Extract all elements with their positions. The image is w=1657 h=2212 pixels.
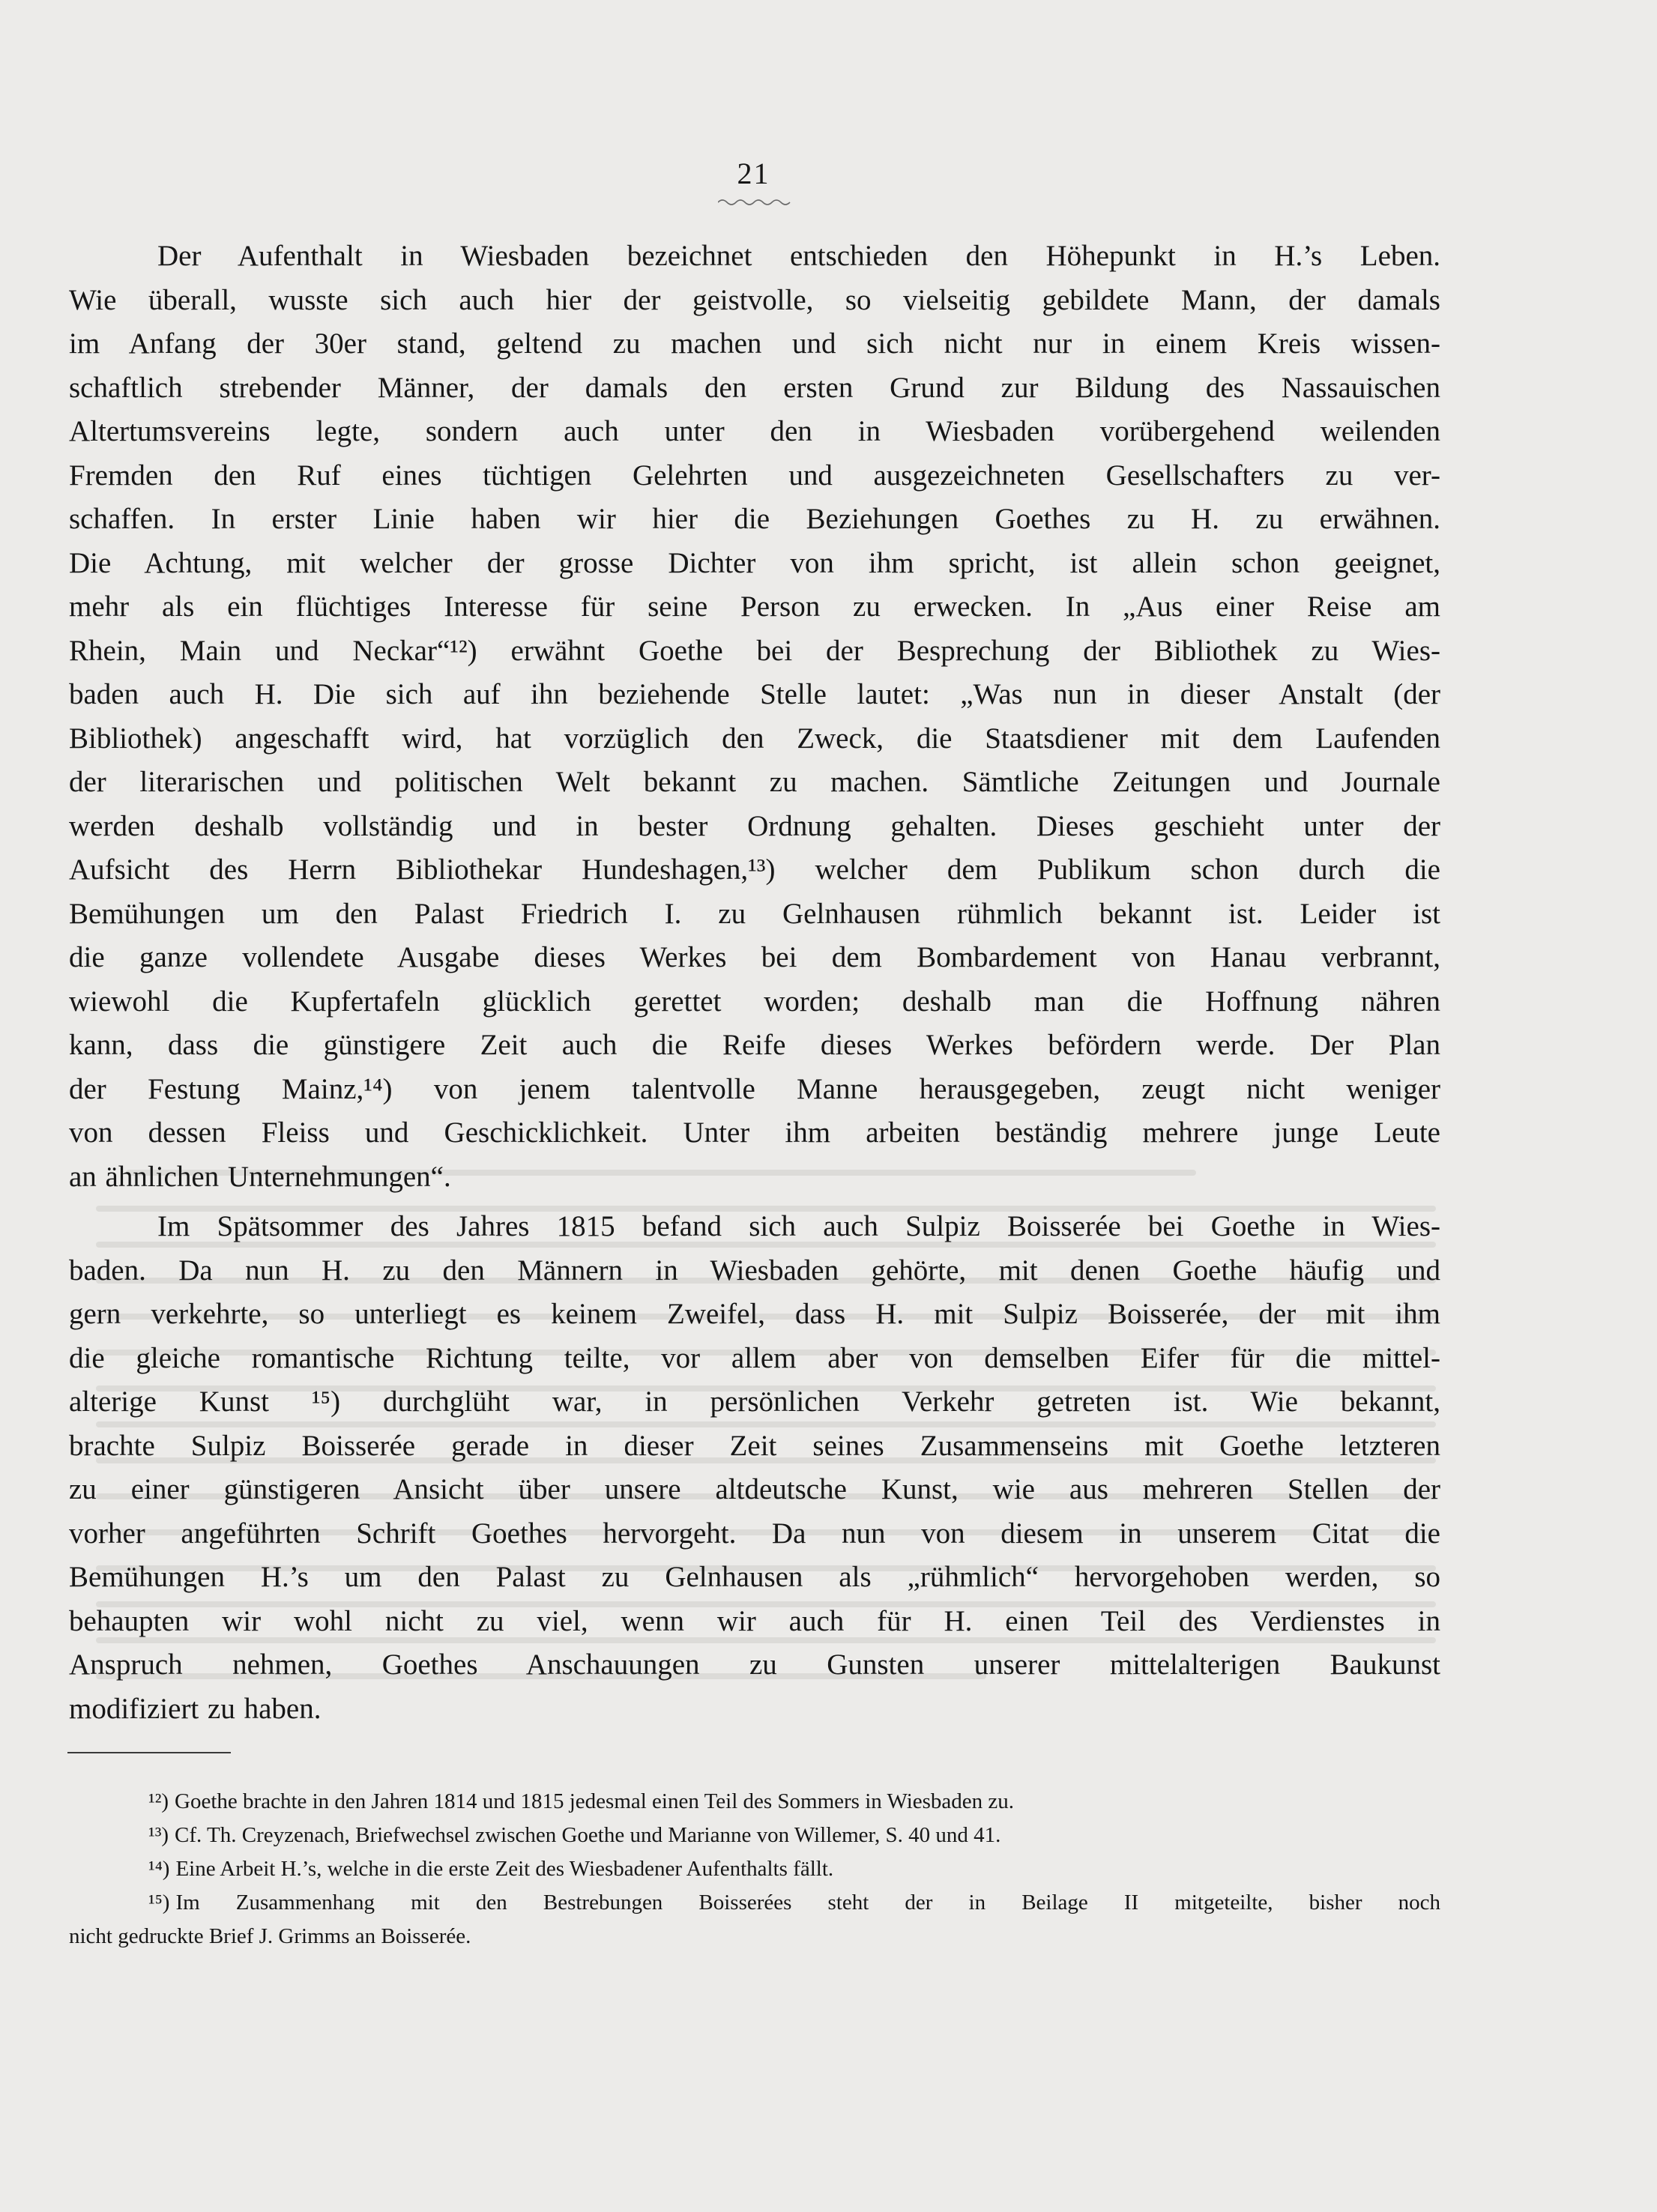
footnote-line (69, 1886, 1440, 1920)
text-line: Der Aufenthalt in Wiesbaden bezeichnet entschieden den Höhepunkt in H.’s Leben. (157, 240, 1440, 272)
text-line: baden auch H. Die sich auf ihn beziehende Stelle lautet: „Was nun in dieser Anstalt (der (69, 678, 1440, 710)
text-line: baden. Da nun H. zu den Männern in Wiesbaden gehörte, mit denen Goethe häufig und (69, 1254, 1440, 1287)
footnote-14 (69, 1852, 1440, 1886)
text-line: Aufsicht des Herrn Bibliothekar Hundeshagen,¹³) welcher dem Publikum schon durch die (69, 853, 1440, 886)
text-line: zu einer günstigeren Ansicht über unsere altdeutsche Kunst, wie aus mehreren Stellen der (69, 1473, 1440, 1505)
footnote-line: nicht gedruckte Brief J. Grimms an Boisserée. (69, 1924, 471, 1948)
footnote-line (69, 1852, 1440, 1886)
footnote-text: Eine Arbeit H.’s, welche in die erste Zeit des Wiesbadener Aufenthalts fällt. (175, 1857, 834, 1881)
text-line: werden deshalb vollständig und in bester Ordnung gehalten. Dieses geschieht unter der (69, 809, 1440, 842)
footnote-15 (69, 1886, 1440, 1953)
text-line: schaffen. In erster Linie haben wir hier die Beziehungen Goethes zu H. zu erwähnen. (69, 503, 1440, 535)
footnote-line (69, 1785, 1440, 1819)
text-line: Bemühungen um den Palast Friedrich I. zu Gelnhausen rühmlich bekannt ist. Leider ist (69, 897, 1440, 930)
footnote-marker: ¹⁴) (148, 1857, 170, 1881)
page-number-ornament (718, 198, 793, 207)
text-line: Bemühungen H.’s um den Palast zu Gelnhausen als „rühmlich“ hervorgehoben werden, so (69, 1561, 1440, 1593)
text-line: Anspruch nehmen, Goethes Anschauungen zu Gunsten unserer mittelalterigen Baukunst (69, 1649, 1440, 1681)
footnote-marker: ¹²) (148, 1789, 169, 1813)
text-line: Altertumsvereins legte, sondern auch unter den in Wiesbaden vorübergehend weilenden (69, 415, 1440, 447)
footnote-text: Goethe brachte in den Jahren 1814 und 1815 jedesmal einen Teil des Sommers in Wiesbaden zu. (175, 1789, 1015, 1813)
footnote-divider (67, 1752, 231, 1753)
footnote-12 (69, 1785, 1440, 1819)
text-line: Rhein, Main und Neckar“¹²) erwähnt Goethe bei der Besprechung der Bibliothek zu Wies- (69, 634, 1440, 667)
text-line: schaftlich strebender Männer, der damals den ersten Grund zur Bildung des Nassauischen (69, 371, 1440, 404)
text-line: die ganze vollendete Ausgabe dieses Werkes bei dem Bombardement von Hanau verbrannt, (69, 941, 1440, 973)
text-line: an ähnlichen Unternehmungen“. (69, 1160, 451, 1193)
text-line: Bibliothek) angeschafft wird, hat vorzüglich den Zweck, die Staatsdiener mit dem Laufenden (69, 722, 1440, 755)
footnote-marker: ¹⁵) (148, 1891, 170, 1915)
page-number: 21 (737, 157, 770, 190)
text-line: vorher angeführten Schrift Goethes hervorgeht. Da nun von diesem in unserem Citat die (69, 1517, 1440, 1550)
text-line: Wie überall, wusste sich auch hier der geistvolle, so vielseitig gebildete Mann, der damals (69, 283, 1440, 316)
text-line: Im Spätsommer des Jahres 1815 befand sich auch Sulpiz Boisserée bei Goethe in Wies- (157, 1210, 1440, 1242)
text-line: die gleiche romantische Richtung teilte, vor allem aber von demselben Eifer für die mittel- (69, 1341, 1440, 1374)
text-line: der Festung Mainz,¹⁴) von jenem talentvolle Manne herausgegeben, zeugt nicht weniger (69, 1072, 1440, 1105)
footnote-marker: ¹³) (148, 1823, 169, 1847)
text-line: brachte Sulpiz Boisserée gerade in dieser Zeit seines Zusammenseins mit Goethe letzteren (69, 1429, 1440, 1462)
footnote-13 (69, 1819, 1440, 1852)
footnote-text: Im Zusammenhang mit den Bestrebungen Boisserées steht der in Beilage II mitgeteilte, bisher noch (175, 1891, 1440, 1915)
footnote-text: Cf. Th. Creyzenach, Briefwechsel zwischen Goethe und Marianne von Willemer, S. 40 und 41. (175, 1823, 1001, 1847)
body-paragraph-1 (69, 235, 1440, 1199)
text-line: alterige Kunst ¹⁵) durchglüht war, in persönlichen Verkehr getreten ist. Wie bekannt, (69, 1385, 1440, 1418)
text-line: behaupten wir wohl nicht zu viel, wenn wir auch für H. einen Teil des Verdienstes in (69, 1604, 1440, 1637)
text-line: kann, dass die günstigere Zeit auch die Reife dieses Werkes befördern werde. Der Plan (69, 1029, 1440, 1061)
text-line: im Anfang der 30er stand, geltend zu machen und sich nicht nur in einem Kreis wissen- (69, 327, 1440, 360)
text-line: gern verkehrte, so unterliegt es keinem Zweifel, dass H. mit Sulpiz Boisserée, der mit ihm (69, 1298, 1440, 1330)
text-line: Fremden den Ruf eines tüchtigen Gelehrten und ausgezeichneten Gesellschafters zu ver- (69, 459, 1440, 492)
text-line: der literarischen und politischen Welt bekannt zu machen. Sämtliche Zeitungen und Journale (69, 766, 1440, 798)
body-paragraph-2 (69, 1205, 1440, 1731)
text-line: von dessen Fleiss und Geschicklichkeit. Unter ihm arbeiten beständig mehrere junge Leute (69, 1116, 1440, 1149)
text-line: Die Achtung, mit welcher der grosse Dichter von ihm spricht, ist allein schon geeignet, (69, 546, 1440, 579)
text-line: modifiziert zu haben. (69, 1692, 322, 1725)
text-line: wiewohl die Kupfertafeln glücklich gerettet worden; deshalb man die Hoffnung nähren (69, 985, 1440, 1018)
footnotes (69, 1785, 1440, 1953)
footnote-line (69, 1819, 1440, 1852)
text-line: mehr als ein flüchtiges Interesse für seine Person zu erwecken. In „Aus einer Reise am (69, 590, 1440, 623)
